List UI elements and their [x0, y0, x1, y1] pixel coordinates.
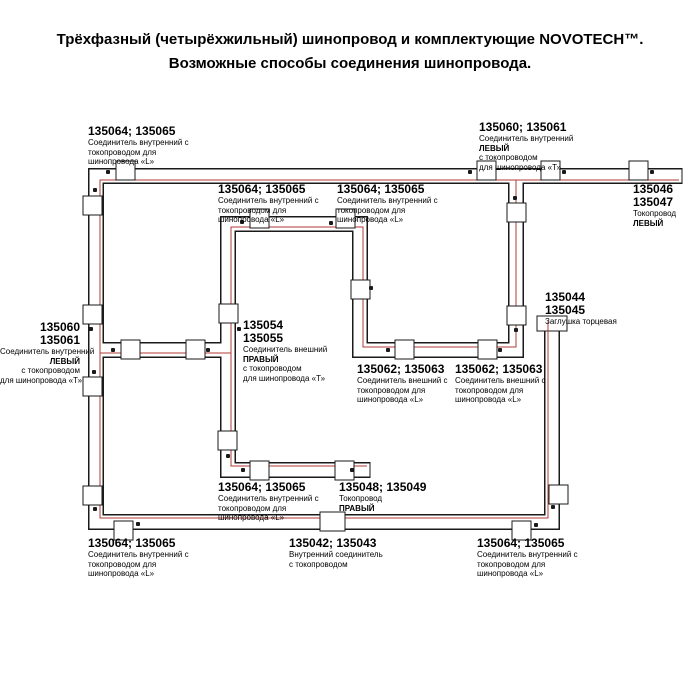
part-label-end-cap: 135044 135045 Заглушка торцевая — [545, 290, 617, 326]
part-label-outer-l-2: 135062; 135063 Соединитель внешний с токопроводом для шинопровода «L» — [455, 362, 546, 404]
connector-box — [219, 304, 238, 323]
part-label-bottom-right: 135064; 135065 Соединитель внутренний с токопроводом для шинопровода «L» — [477, 536, 578, 578]
part-code: 135064; 135065 — [477, 536, 565, 550]
connector-box — [218, 431, 237, 450]
part-code: 135047 — [633, 195, 674, 209]
part-code: 135048; 135049 — [339, 480, 427, 494]
part-label-feed-right: 135048; 135049 Токопровод ПРАВЫЙ — [339, 480, 427, 513]
connector-box — [507, 203, 526, 222]
connector-box — [186, 340, 205, 359]
connector-box — [320, 512, 345, 531]
connector-box — [121, 340, 140, 359]
title-line-1: Трёхфазный (четырёхжильный) шинопровод и комплектующие NOVOTECH™. — [56, 31, 644, 48]
part-label-inner-bottom: 135064; 135065 Соединитель внутренний с токопроводом для шинопровода «L» — [218, 480, 319, 522]
title-line-2: Возможные способы соединения шинопровода. — [168, 55, 532, 72]
part-code: 135064; 135065 — [337, 182, 425, 196]
part-code: 135060 — [39, 320, 80, 334]
part-label-top-left: 135064; 135065 Соединитель внутренний с токопроводом для шинопровода «L» — [88, 124, 189, 166]
connector-box — [549, 485, 568, 504]
part-label-t-left-side: 135060 135061 Соединитель внутренний ЛЕВЫЙ с токопроводом для шинопровода «Т» — [0, 320, 95, 385]
part-code: 135062; 135063 — [455, 362, 543, 376]
connector-box — [83, 196, 102, 215]
part-code: 135064; 135065 — [218, 182, 306, 196]
part-label-bottom-left: 135064; 135065 Соединитель внутренний с токопроводом для шинопровода «L» — [88, 536, 189, 578]
part-code: 135061 — [39, 333, 80, 347]
part-code: 135062; 135063 — [357, 362, 445, 376]
part-code: 135042; 135043 — [289, 536, 377, 550]
connector-box — [478, 340, 497, 359]
part-code: 135055 — [243, 331, 284, 345]
connector-box — [395, 340, 414, 359]
part-code: 135064; 135065 — [88, 536, 176, 550]
part-code: 135046 — [633, 182, 674, 196]
connector-box — [629, 161, 648, 180]
part-label-outer-l-1: 135062; 135063 Соединитель внешний с токопроводом для шинопровода «L» — [357, 362, 448, 404]
connector-box — [83, 377, 102, 396]
part-label-inner-top-1: 135064; 135065 Соединитель внутренний с токопроводом для шинопровода «L» — [218, 182, 319, 224]
part-label-inner-top-2: 135064; 135065 Соединитель внутренний с токопроводом для шинопровода «L» — [337, 182, 438, 224]
part-label-bottom-center: 135042; 135043 Внутренний соединитель с токопроводом — [289, 536, 383, 569]
part-code: 135044 — [545, 290, 586, 304]
connector-box — [507, 306, 526, 325]
part-code: 135060; 135061 — [479, 120, 567, 134]
part-label-t-right-center: 135054 135055 Соединитель внешний ПРАВЫЙ с токопроводом для шинопровода «Т» — [243, 318, 328, 383]
part-label-feed-left: 135046 135047 Токопровод ЛЕВЫЙ — [633, 182, 677, 228]
part-label-t-left-top: 135060; 135061 Соединитель внутренний ЛЕВЫЙ с токопроводом для шинопровода «Т» — [479, 120, 574, 172]
part-code: 135054 — [243, 318, 284, 332]
connector-box — [83, 305, 102, 324]
part-code: 135064; 135065 — [218, 480, 306, 494]
part-code: 135064; 135065 — [88, 124, 176, 138]
connector-box — [250, 461, 269, 480]
connector-box — [83, 486, 102, 505]
connector-box — [351, 280, 370, 299]
part-code: 135045 — [545, 303, 586, 317]
